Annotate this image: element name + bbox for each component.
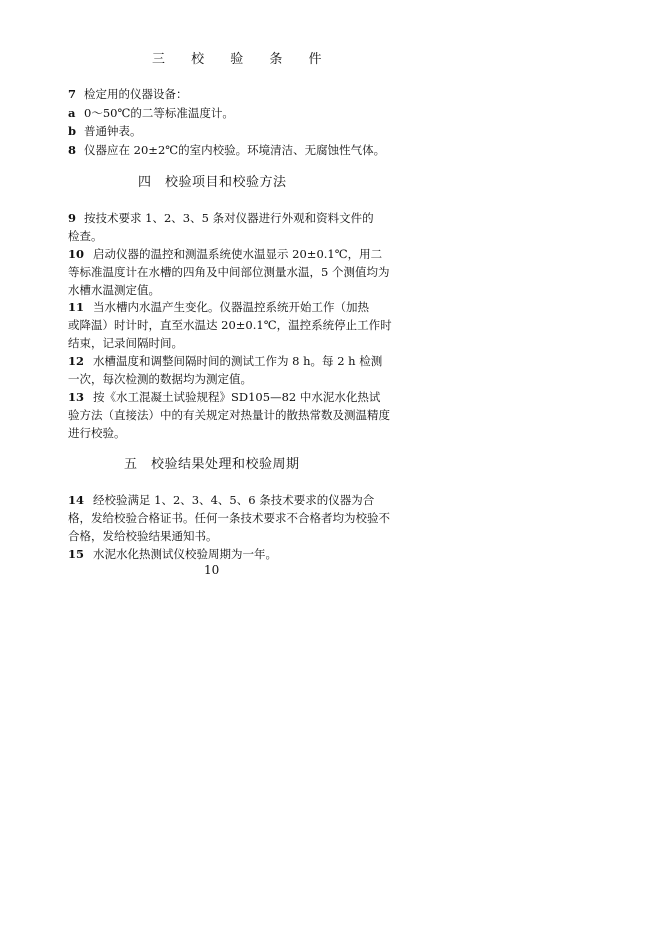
- clause-9-line-2: 检查。: [68, 229, 103, 243]
- clause-15-line-1: [68, 545, 380, 563]
- clause-text: 仪器应在 20±2℃的室内校验。环境清洁、无腐蚀性气体。: [84, 143, 386, 157]
- section-5-heading: 五 校验结果处理和校验周期: [124, 457, 300, 472]
- clause-13-line-1: [68, 388, 380, 406]
- clause-13-line-3: 进行校验。: [68, 426, 126, 440]
- clause-14-line-1: [68, 491, 380, 509]
- clause-number: 13: [68, 390, 85, 404]
- clause-11-line-2: 或降温）时计时，直至水温达 20±0.1℃，温控系统停止工作时: [68, 318, 392, 332]
- clause-13-line-2: 验方法（直接法）中的有关规定对热量计的散热常数及测温精度: [68, 408, 390, 422]
- clause-10-line-1: [68, 245, 383, 263]
- clause-text: 检定用的仪器设备：: [84, 87, 188, 101]
- item-letter: a: [68, 106, 76, 120]
- clause-number: 12: [68, 354, 85, 368]
- clause-9-line-1: [68, 209, 380, 227]
- clause-text: 经校验满足 1、2、3、4、5、6 条技术要求的仪器为合: [93, 493, 375, 507]
- section-3-heading: 三 校 验 条 件: [152, 52, 333, 67]
- clause-8: [68, 141, 386, 159]
- section-4-heading: 四 校验项目和校验方法: [138, 175, 287, 190]
- item-letter: b: [68, 124, 77, 138]
- clause-number: 9: [68, 211, 77, 225]
- clause-10-line-2: 等标准温度计在水槽的四角及中间部位测量水温，5 个测值均为: [68, 265, 390, 279]
- clause-14-line-3: 合格，发给校验结果通知书。: [68, 529, 218, 543]
- clause-10-line-3: 水槽水温测定值。: [68, 283, 160, 297]
- clause-text: 水槽温度和调整间隔时间的测试工作为 8 h。每 2 h 检测: [93, 354, 383, 368]
- item-a: [68, 104, 380, 122]
- clause-number: 8: [68, 143, 77, 157]
- clause-text: 水泥水化热测试仪校验周期为一年。: [93, 547, 278, 561]
- clause-text: 当水槽内水温产生变化。仪器温控系统开始工作（加热: [93, 300, 370, 314]
- clause-number: 15: [68, 547, 85, 561]
- clause-number: 10: [68, 247, 85, 261]
- item-text: 普通钟表。: [84, 124, 142, 138]
- clause-number: 7: [68, 87, 77, 101]
- clause-text: 按技术要求 1、2、3、5 条对仪器进行外观和资料文件的: [84, 211, 374, 225]
- clause-11-line-1: [68, 298, 380, 316]
- clause-14-line-2: 格，发给校验合格证书。任何一条技术要求不合格者均为校验不: [68, 511, 390, 525]
- clause-7: [68, 85, 380, 103]
- clause-text: 启动仪器的温控和测温系统使水温显示 20±0.1℃，用二: [93, 247, 383, 261]
- item-text: 0～50℃的二等标准温度计。: [84, 106, 234, 120]
- clause-number: 14: [68, 493, 85, 507]
- clause-11-line-3: 结束，记录间隔时间。: [68, 336, 183, 350]
- item-b: [68, 122, 380, 140]
- clause-number: 11: [68, 300, 85, 314]
- page-number: 10: [204, 563, 220, 577]
- clause-text: 按《水工混凝土试验规程》SD105—82 中水泥水化热试: [93, 390, 381, 404]
- clause-12-line-2: 一次，每次检测的数据均为测定值。: [68, 372, 252, 386]
- clause-12-line-1: [68, 352, 383, 370]
